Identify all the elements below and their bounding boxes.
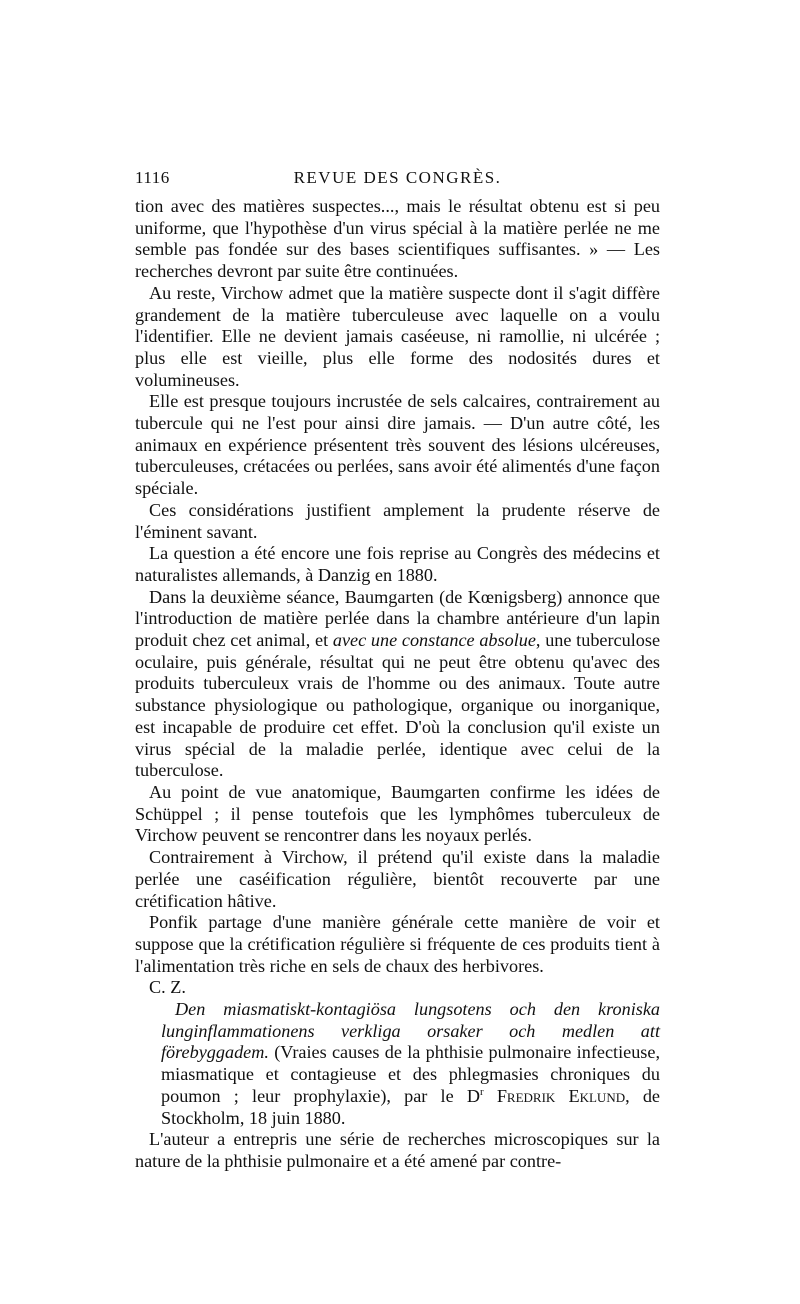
bibliographic-entry	[135, 999, 660, 1129]
paragraph-virchow: Au reste, Virchow admet que la matière suspecte dont il s'agit diffère grandement de la matière tuberculeuse avec laquelle on a voulu l'identifier. Elle ne devient jamais caséeuse, ni ramollie, ni ulcérée ; plus elle est vieille, plus elle forme des nodosités dures et volumineuses.	[135, 282, 660, 390]
entry-description-after: , de Stockholm, 18 juin 1880.	[161, 1085, 661, 1128]
signature: C. Z.	[149, 977, 186, 998]
paragraph-baumgarten	[135, 587, 660, 782]
entry-description-before: (Vraies causes de la phthisie pulmonaire infectieuse, miasmatique et contagieuse et des phlegmasies chroniques du poumon ; leur prophylaxie), par le D	[161, 1042, 660, 1106]
article-body	[135, 196, 660, 1173]
entry-doctor-sup: r	[479, 1085, 484, 1098]
paragraph-danzig: La question a été encore une fois reprise au Congrès des médecins et naturalistes allemands, à Danzig en 1880.	[135, 543, 660, 585]
paragraph-auteur: L'auteur a entrepris une série de recherches microscopiques sur la nature de la phthisie pulmonaire et a été amené par contre-	[135, 1129, 660, 1171]
entry-author: Fredrik Eklund	[496, 1085, 626, 1106]
baumgarten-text-before: Dans la deuxième séance, Baumgarten (de Kœnigsberg) annonce que l'introduction de matière perlée dans la chambre antérieure d'un lapin produit chez cet animal, et	[135, 586, 660, 651]
paragraph-ponfik: Ponfik partage d'une manière générale cette manière de voir et suppose que la crétification régulière si fréquente de ces produits tient à l'alimentation très riche en sels de chaux des herbivores.	[135, 912, 660, 976]
paragraph-anatomique: Au point de vue anatomique, Baumgarten confirme les idées de Schüppel ; il pense toutefois que les lymphômes tuberculeux de Virchow peuvent se rencontrer dans les noyaux perlés.	[135, 781, 660, 846]
baumgarten-emphasis: avec une constance absolue	[332, 630, 536, 651]
paragraph-considerations: Ces considérations justifient amplement la prudente réserve de l'éminent savant.	[135, 499, 660, 542]
paragraph-contrairement: Contrairement à Virchow, il prétend qu'il existe dans la maladie perlée une caséification régulière, bientôt recouverte par une crétification hâtive.	[135, 847, 660, 911]
paragraph-incrustation: Elle est presque toujours incrustée de sels calcaires, contrairement au tubercule qui ne l'est pour ainsi dire jamais. — D'un autre côté, les animaux en expérience présentent très souvent des lésions ulcéreuses, tuberculeuses, crétacées ou perlées, sans avoir été alimentés d'une façon spéciale.	[135, 391, 660, 499]
page-header	[135, 168, 660, 190]
running-title: REVUE DES CONGRÈS.	[293, 168, 502, 187]
paragraph-continuation: tion avec des matières suspectes..., mais le résultat obtenu est si peu uniforme, que l'hypothèse d'un virus spécial à la matière perlée ne me semble pas fondée sur des bases scientifiques suffisantes. » — Les recherches devront par suite être continuées.	[135, 196, 660, 282]
baumgarten-text-after: , une tuberculose oculaire, puis générale, résultat qui ne peut être obtenu qu'avec des produits tuberculeux vrais de l'homme ou des animaux. Toute autre substance physiologique ou pathologique, organique ou inorganique, est incapable de produire cet effet. D'où la conclusion qu'il existe un virus spécial de la maladie perlée, identique avec celui de la tuberculose.	[135, 630, 661, 781]
page-number: 1116	[135, 168, 170, 187]
entry-title: Den miasmatiskt-kontagiösa lungsotens och den kroniska lunginflammationens verkliga orsaker och medlen att förebyggadem.	[161, 999, 660, 1063]
